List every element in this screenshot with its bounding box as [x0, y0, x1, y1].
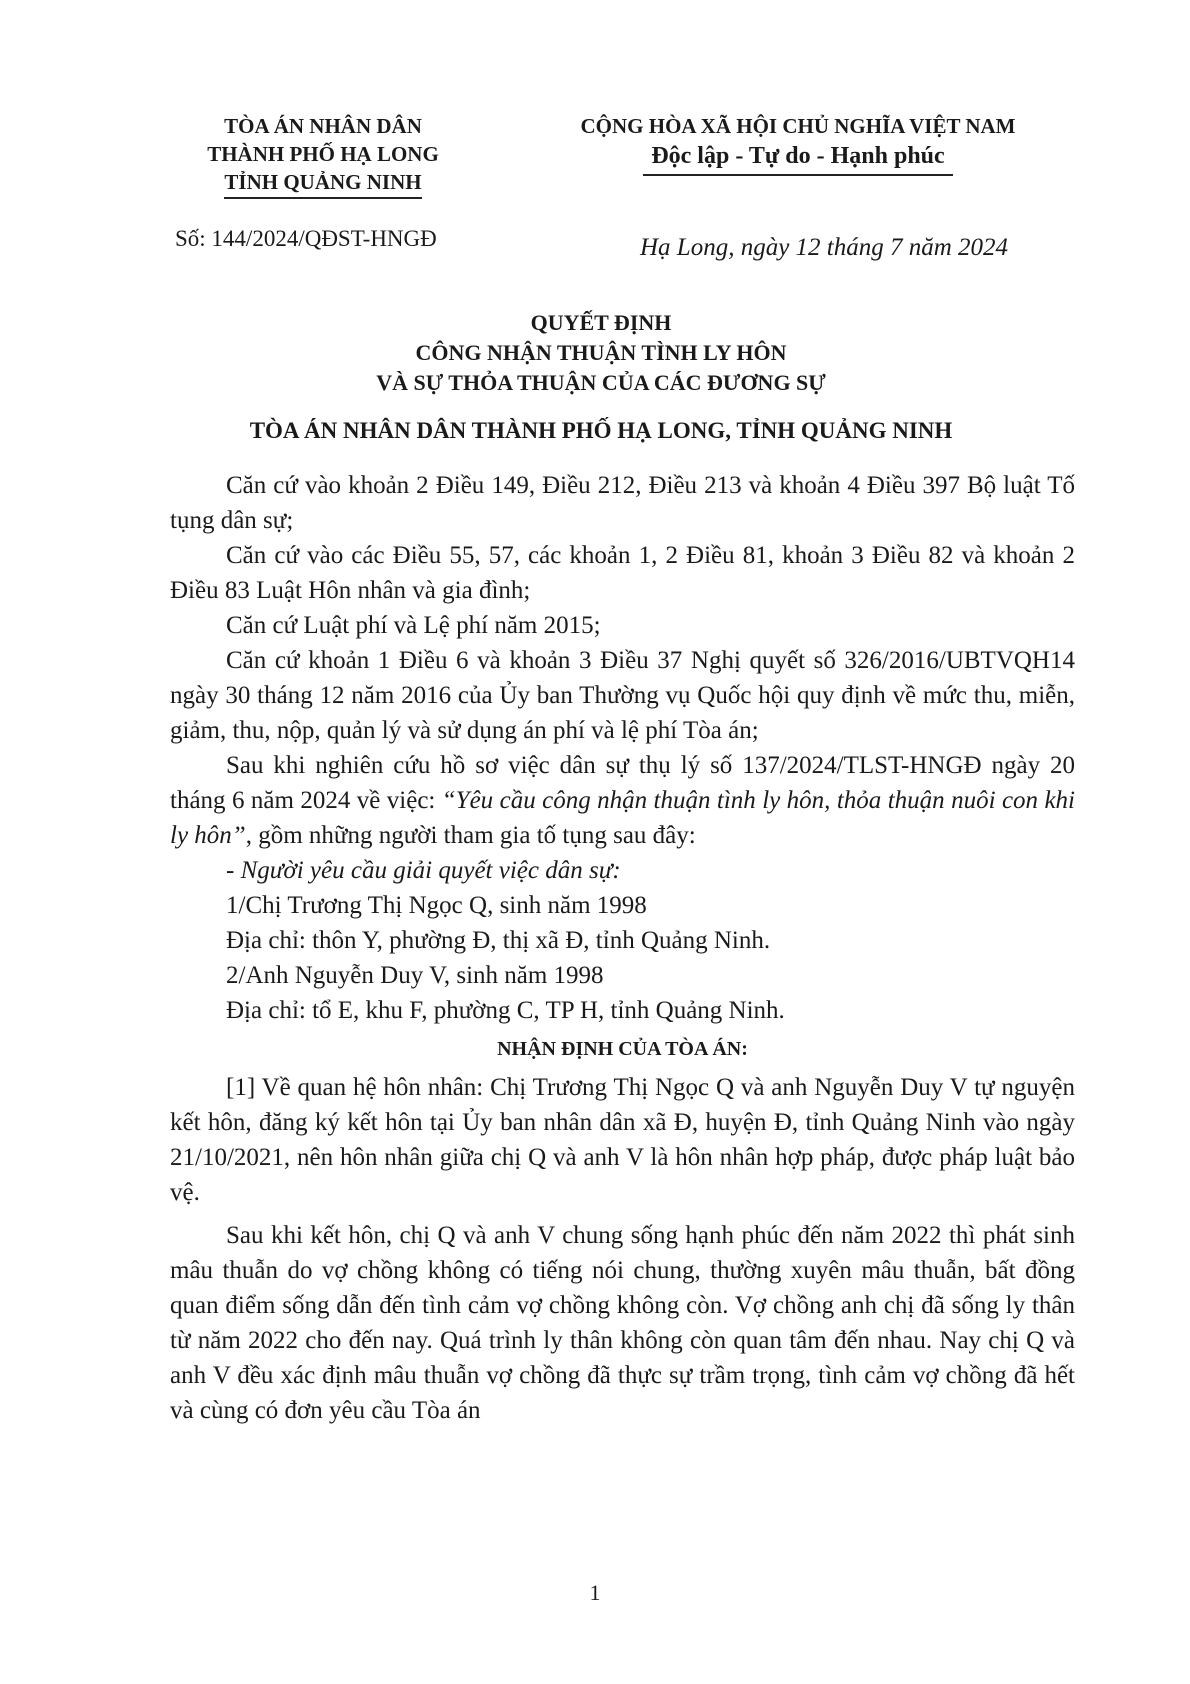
court-header: [188, 112, 458, 199]
party-2-name: 2/Anh Nguyễn Duy V, sinh năm 1998: [226, 962, 604, 989]
party-1-address: Địa chỉ: thôn Y, phường Đ, thị xã Đ, tỉnh Quảng Ninh.: [226, 927, 771, 954]
page-number: 1: [589, 1580, 601, 1605]
nation-title: CỘNG HÒA XÃ HỘI CHỦ NGHĨA VIỆT NAM: [580, 114, 1016, 138]
party-heading: - Người yêu cầu giải quyết việc dân sự:: [226, 857, 621, 884]
legal-basis-3: Căn cứ Luật phí và Lệ phí năm 2015;: [226, 612, 601, 639]
title-line-1: QUYẾT ĐỊNH: [530, 310, 672, 335]
motto-underline: [643, 174, 953, 176]
document-body: [170, 468, 1075, 1428]
case-summary-start: Sau khi nghiên cứu hồ sơ việc dân sự thụ lý số 137/2024/TLST-HNGĐ ngày 20 tháng 6 năm 2024 về việc:: [170, 752, 1075, 814]
court-line-3: TỈNH QUẢNG NINH: [224, 168, 421, 199]
section-heading: NHẬN ĐỊNH CỦA TÒA ÁN:: [497, 1038, 748, 1060]
finding-1: [1] Về quan hệ hôn nhân: Chị Trương Thị Ngọc Q và anh Nguyễn Duy V tự nguyện kết hôn, đăng ký kết hôn tại Ủy ban nhân dân xã Đ, huyện Đ, tỉnh Quảng Ninh vào ngày 21/10/2021, nên hôn nhân giữa chị Q và anh V là hôn nhân hợp pháp, được pháp luật bảo vệ.: [170, 1074, 1075, 1206]
nation-motto: Độc lập - Tự do - Hạnh phúc: [651, 143, 945, 169]
national-header: [548, 112, 1048, 176]
title-line-3: VÀ SỰ THỎA THUẬN CỦA CÁC ĐƯƠNG SỰ: [376, 370, 826, 395]
legal-basis-2: Căn cứ vào các Điều 55, 57, các khoản 1, 2 Điều 81, khoản 3 Điều 82 và khoản 2 Điều 83 Luật Hôn nhân và gia đình;: [170, 542, 1075, 604]
case-summary-end: , gồm những người tham gia tố tụng sau đây:: [245, 822, 696, 849]
decision-title: [170, 308, 1032, 398]
place-date: Hạ Long, ngày 12 tháng 7 năm 2024: [640, 234, 1009, 261]
court-name: TÒA ÁN NHÂN DÂN THÀNH PHỐ HẠ LONG, TỈNH QUẢNG NINH: [249, 418, 953, 443]
party-1-name: 1/Chị Trương Thị Ngọc Q, sinh năm 1998: [226, 892, 647, 919]
case-summary: [170, 748, 1075, 853]
case-subject-quote: “Yêu cầu công nhận thuận tình ly hôn, thỏa thuận nuôi con khi ly hôn”: [170, 787, 1076, 849]
document-number: Số: 144/2024/QĐST-HNGĐ: [175, 226, 437, 251]
legal-basis-4: Căn cứ khoản 1 Điều 6 và khoản 3 Điều 37 Nghị quyết số 326/2016/UBTVQH14 ngày 30 tháng 12 năm 2016 của Ủy ban Thường vụ Quốc hội quy định về mức thu, miễn, giảm, thu, nộp, quản lý và sử dụng án phí và lệ phí Tòa án;: [170, 647, 1075, 744]
court-line-1: TÒA ÁN NHÂN DÂN: [224, 114, 422, 138]
party-2-address: Địa chỉ: tổ E, khu F, phường C, TP H, tỉnh Quảng Ninh.: [226, 997, 785, 1024]
finding-2: Sau khi kết hôn, chị Q và anh V chung sống hạnh phúc đến năm 2022 thì phát sinh mâu thuẫn do vợ chồng không có tiếng nói chung, thường xuyên mâu thuẫn, bất đồng quan điểm sống dẫn đến tình cảm vợ chồng không còn. Vợ chồng anh chị đã sống ly thân từ năm 2022 cho đến nay. Quá trình ly thân không còn quan tâm đến nhau. Nay chị Q và anh V đều xác định mâu thuẫn vợ chồng đã thực sự trầm trọng, tình cảm vợ chồng đã hết và cùng có đơn yêu cầu Tòa án: [170, 1222, 1075, 1424]
title-line-2: CÔNG NHẬN THUẬN TÌNH LY HÔN: [415, 340, 787, 365]
legal-basis-1: Căn cứ vào khoản 2 Điều 149, Điều 212, Điều 213 và khoản 4 Điều 397 Bộ luật Tố tụng dân sự;: [170, 472, 1075, 534]
court-line-2: THÀNH PHỐ HẠ LONG: [207, 142, 439, 166]
